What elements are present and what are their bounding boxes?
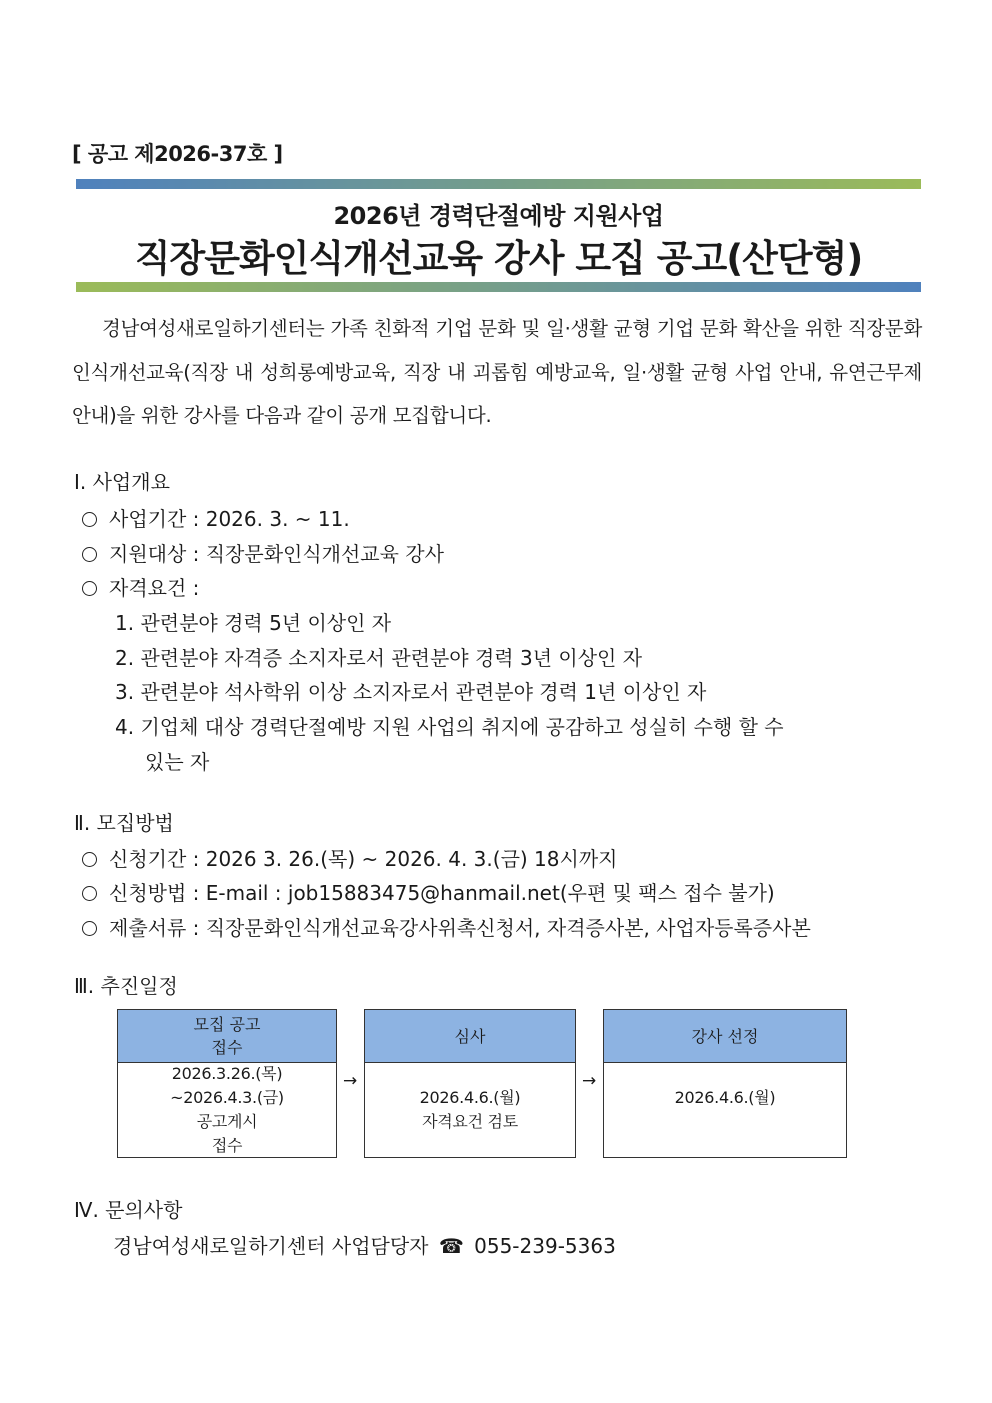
step-body-line: 자격요건 검토 xyxy=(422,1111,518,1131)
section1-item-text: 지원대상 : 직장문화인식개선교육 강사 xyxy=(109,542,444,566)
phone-icon: ☎ xyxy=(438,1234,464,1258)
step-header-line: 심사 xyxy=(454,1026,486,1046)
step-body xyxy=(365,1062,575,1157)
circle-bullet-icon xyxy=(82,921,97,936)
page-title: 직장문화인식개선교육 강사 모집 공고(산단형) xyxy=(134,237,863,280)
arrow-right-icon: → xyxy=(582,1071,597,1091)
requirement-item: 1. 관련분야 경력 5년 이상인 자 xyxy=(115,611,392,635)
circle-bullet-icon xyxy=(82,581,97,596)
schedule-step-recruit xyxy=(117,1009,337,1158)
requirement-continuation: 있는 자 xyxy=(145,750,210,774)
section1-item xyxy=(82,538,444,567)
step-body-line: 공고게시 xyxy=(196,1111,258,1131)
section1-item xyxy=(82,503,350,532)
requirement-item: 4. 기업체 대상 경력단절예방 지원 사업의 취지에 공감하고 성실히 수행 할 수 xyxy=(115,715,784,739)
schedule-step-selection xyxy=(603,1009,847,1158)
top-gradient-bar xyxy=(76,179,921,189)
section2-item-text: 신청방법 : E-mail : job15883475@hanmail.net(우편 및 팩스 접수 불가) xyxy=(109,881,775,905)
section2-item-text: 제출서류 : 직장문화인식개선교육강사위촉신청서, 자격증사본, 사업자등록증사본 xyxy=(109,916,811,940)
section2-item xyxy=(82,912,811,941)
step-body-line: 2026.4.6.(월) xyxy=(419,1087,521,1107)
section1-item-text: 사업기간 : 2026. 3. ~ 11. xyxy=(109,507,350,531)
section2-item xyxy=(82,877,775,906)
step-header xyxy=(365,1010,575,1063)
section2-heading: Ⅱ. 모집방법 xyxy=(74,811,174,835)
intro-paragraph: 경남여성새로일하기센터는 가족 친화적 기업 문화 및 일·생활 균형 기업 문화 확산을 위한 직장문화인식개선교육(직장 내 성희롱예방교육, 직장 내 괴롭힘 예방교육, 일·생활 균형 사업 안내, 유연근무제 안내)을 위한 강사를 다음과 같이 공개 모집합니다. xyxy=(72,317,922,427)
section1-heading: Ⅰ. 사업개요 xyxy=(74,470,170,494)
contact-phone: 055-239-5363 xyxy=(474,1234,616,1258)
section1-item xyxy=(82,572,199,601)
circle-bullet-icon xyxy=(82,886,97,901)
requirement-item: 3. 관련분야 석사학위 이상 소지자로서 관련분야 경력 1년 이상인 자 xyxy=(115,680,707,704)
section2-item xyxy=(82,843,617,872)
step-body-line: 2026.3.26.(목) xyxy=(171,1063,283,1083)
step-body-line: ~2026.4.3.(금) xyxy=(170,1087,284,1107)
bottom-gradient-bar xyxy=(76,282,921,292)
circle-bullet-icon xyxy=(82,852,97,867)
section3-heading: Ⅲ. 추진일정 xyxy=(74,974,178,998)
section2-item-text: 신청기간 : 2026 3. 26.(목) ~ 2026. 4. 3.(금) 18시까지 xyxy=(109,847,618,871)
circle-bullet-icon xyxy=(82,512,97,527)
section1-item-text: 자격요건 : xyxy=(109,576,200,600)
notice-number: [ 공고 제2026-37호 ] xyxy=(72,142,283,166)
requirement-item: 2. 관련분야 자격증 소지자로서 관련분야 경력 3년 이상인 자 xyxy=(115,646,643,670)
step-body-line: 접수 xyxy=(211,1135,243,1155)
circle-bullet-icon xyxy=(82,547,97,562)
schedule-step-review xyxy=(364,1009,576,1158)
step-body-line: 2026.4.6.(월) xyxy=(674,1088,776,1107)
contact-info xyxy=(113,1230,616,1259)
step-body xyxy=(118,1062,336,1157)
subtitle: 2026년 경력단절예방 지원사업 xyxy=(333,202,664,230)
contact-text: 경남여성새로일하기센터 사업담당자 xyxy=(113,1234,429,1258)
step-header-line: 접수 xyxy=(211,1038,243,1057)
step-body xyxy=(604,1062,846,1157)
step-header-line: 강사 선정 xyxy=(691,1026,759,1046)
step-header xyxy=(604,1010,846,1063)
step-header-line: 모집 공고 xyxy=(193,1015,261,1034)
arrow-right-icon: → xyxy=(343,1071,358,1091)
section4-heading: Ⅳ. 문의사항 xyxy=(74,1198,183,1222)
step-header xyxy=(118,1010,336,1063)
